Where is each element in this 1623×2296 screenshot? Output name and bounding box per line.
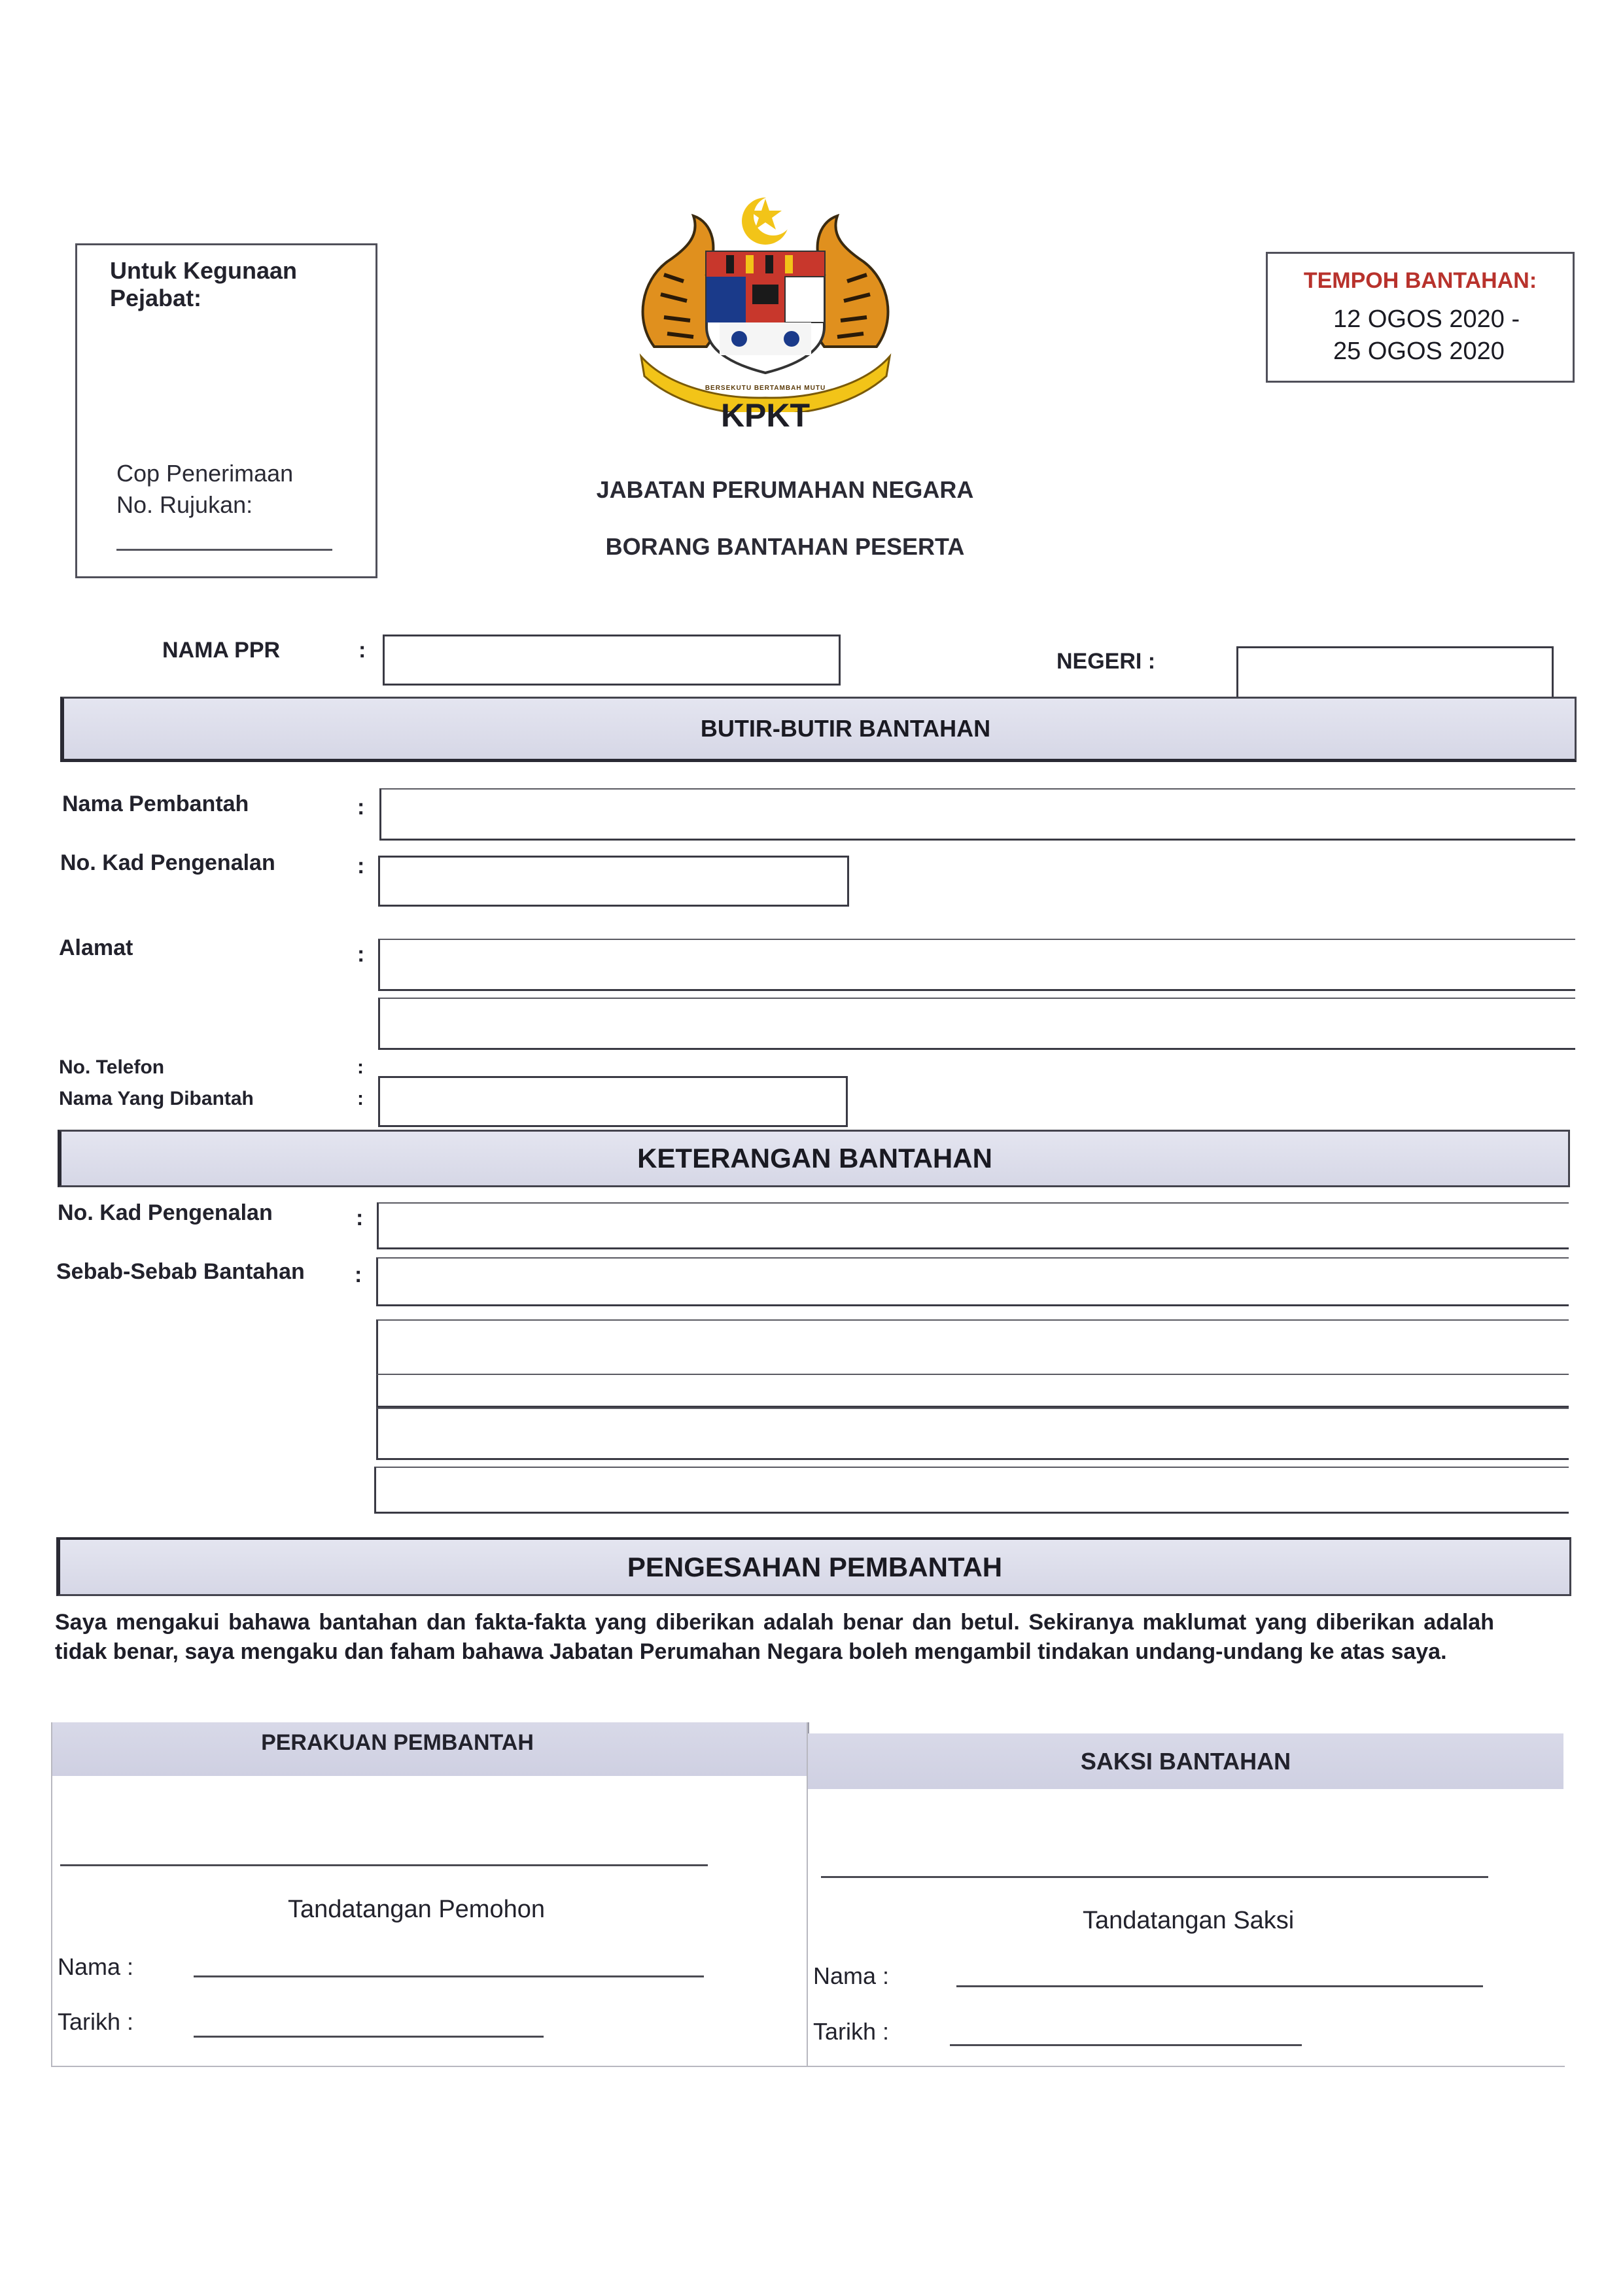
applicant-date-line[interactable] <box>194 2036 544 2038</box>
objection-period-to: 25 OGOS 2020 <box>1333 338 1505 365</box>
objector-name-label: Nama Pembantah <box>62 791 249 816</box>
objected-name-label: Nama Yang Dibantah <box>59 1088 254 1109</box>
section-objection-description-header <box>58 1130 1570 1187</box>
ppr-name-field[interactable] <box>383 635 841 686</box>
objection-reasons-field-2[interactable] <box>376 1319 1569 1375</box>
address-field-line-1[interactable] <box>378 939 1575 991</box>
objection-reasons-label: Sebab-Sebab Bantahan <box>56 1259 305 1284</box>
emblem-graphic <box>628 190 903 412</box>
objection-reasons-field-1[interactable] <box>376 1257 1569 1306</box>
section-objector-verification-title: PENGESAHAN PEMBANTAH <box>627 1551 1003 1582</box>
objection-reasons-colon: : <box>355 1262 362 1287</box>
kpkt-label: KPKT <box>720 397 811 434</box>
address-label: Alamat <box>59 935 133 960</box>
witness-signature-line[interactable] <box>821 1876 1488 1878</box>
ribbon-motto: BERSEKUTU BERTAMBAH MUTU <box>705 385 826 392</box>
applicant-signature-label: Tandatangan Pemohon <box>288 1896 545 1923</box>
address-colon: : <box>357 942 365 967</box>
phone-colon: : <box>357 1056 364 1078</box>
phone-label: No. Telefon <box>59 1056 165 1078</box>
objection-reasons-field-5[interactable] <box>374 1467 1569 1514</box>
receipt-stamp-label: Cop Penerimaan <box>116 460 294 487</box>
objector-ic-label: No. Kad Pengenalan <box>60 850 275 875</box>
objected-name-colon: : <box>357 1088 364 1109</box>
state-label: NEGERI : <box>1056 649 1156 674</box>
applicant-signature-line[interactable] <box>60 1864 708 1866</box>
objector-ic-colon: : <box>357 854 365 878</box>
objected-ic-label: No. Kad Pengenalan <box>58 1200 273 1225</box>
section-objection-details-header <box>60 697 1577 762</box>
ppr-name-colon: : <box>358 638 366 663</box>
form-title: BORANG BANTAHAN PESERTA <box>605 533 965 560</box>
declaration-text: Saya mengakui bahawa bantahan dan fakta-fakta yang diberikan adalah benar dan betul. Sekiranya maklumat yang diberikan adalah tidak benar, saya mengaku dan faham bahawa Jabatan Perumahan Negara boleh mengambil tindakan undang-undang ke atas saya. <box>55 1610 1494 1664</box>
objection-period-box <box>1266 252 1575 383</box>
objector-declaration-header: PERAKUAN PEMBANTAH <box>261 1730 534 1755</box>
objector-ic-field[interactable] <box>378 856 849 907</box>
witness-date-label: Tarikh : <box>813 2018 890 2045</box>
reference-no-label: No. Rujukan: <box>116 491 253 518</box>
objection-period-label: TEMPOH BANTAHAN: <box>1303 268 1537 293</box>
witness-date-line[interactable] <box>950 2044 1302 2046</box>
office-use-title: Untuk Kegunaan Pejabat: <box>110 257 298 311</box>
reference-no-line[interactable] <box>116 549 332 551</box>
objected-ic-field[interactable] <box>377 1202 1569 1249</box>
section-objection-description-title: KETERANGAN BANTAHAN <box>637 1143 992 1174</box>
objector-name-field[interactable] <box>379 788 1575 841</box>
objection-period-from: 12 OGOS 2020 - <box>1333 305 1520 333</box>
applicant-name-label: Nama : <box>58 1953 134 1980</box>
phone-objected-name-field[interactable] <box>378 1076 848 1127</box>
signature-table-header-left <box>52 1722 809 1776</box>
section-objector-verification-header <box>56 1537 1571 1596</box>
witness-name-label: Nama : <box>813 1962 890 1989</box>
ppr-name-label: NAMA PPR <box>162 638 281 663</box>
objection-witness-header: SAKSI BANTAHAN <box>1080 1747 1291 1775</box>
signature-table-header-right <box>808 1733 1563 1789</box>
state-field[interactable] <box>1236 646 1554 699</box>
objected-ic-colon: : <box>356 1206 364 1230</box>
objection-reasons-field-4[interactable] <box>376 1408 1569 1460</box>
applicant-name-line[interactable] <box>194 1975 704 1977</box>
signature-table-divider <box>807 1722 808 2066</box>
witness-signature-label: Tandatangan Saksi <box>1083 1907 1295 1934</box>
department-name: JABATAN PERUMAHAN NEGARA <box>596 476 974 503</box>
section-objection-details-title: BUTIR-BUTIR BANTAHAN <box>700 715 991 742</box>
office-use-box <box>75 243 377 578</box>
objector-name-colon: : <box>357 795 365 820</box>
witness-name-line[interactable] <box>956 1985 1483 1987</box>
coat-of-arms-emblem <box>628 190 903 412</box>
address-field-line-2[interactable] <box>378 998 1575 1050</box>
objection-reasons-field-3[interactable] <box>376 1375 1569 1408</box>
applicant-date-label: Tarikh : <box>58 2008 134 2035</box>
